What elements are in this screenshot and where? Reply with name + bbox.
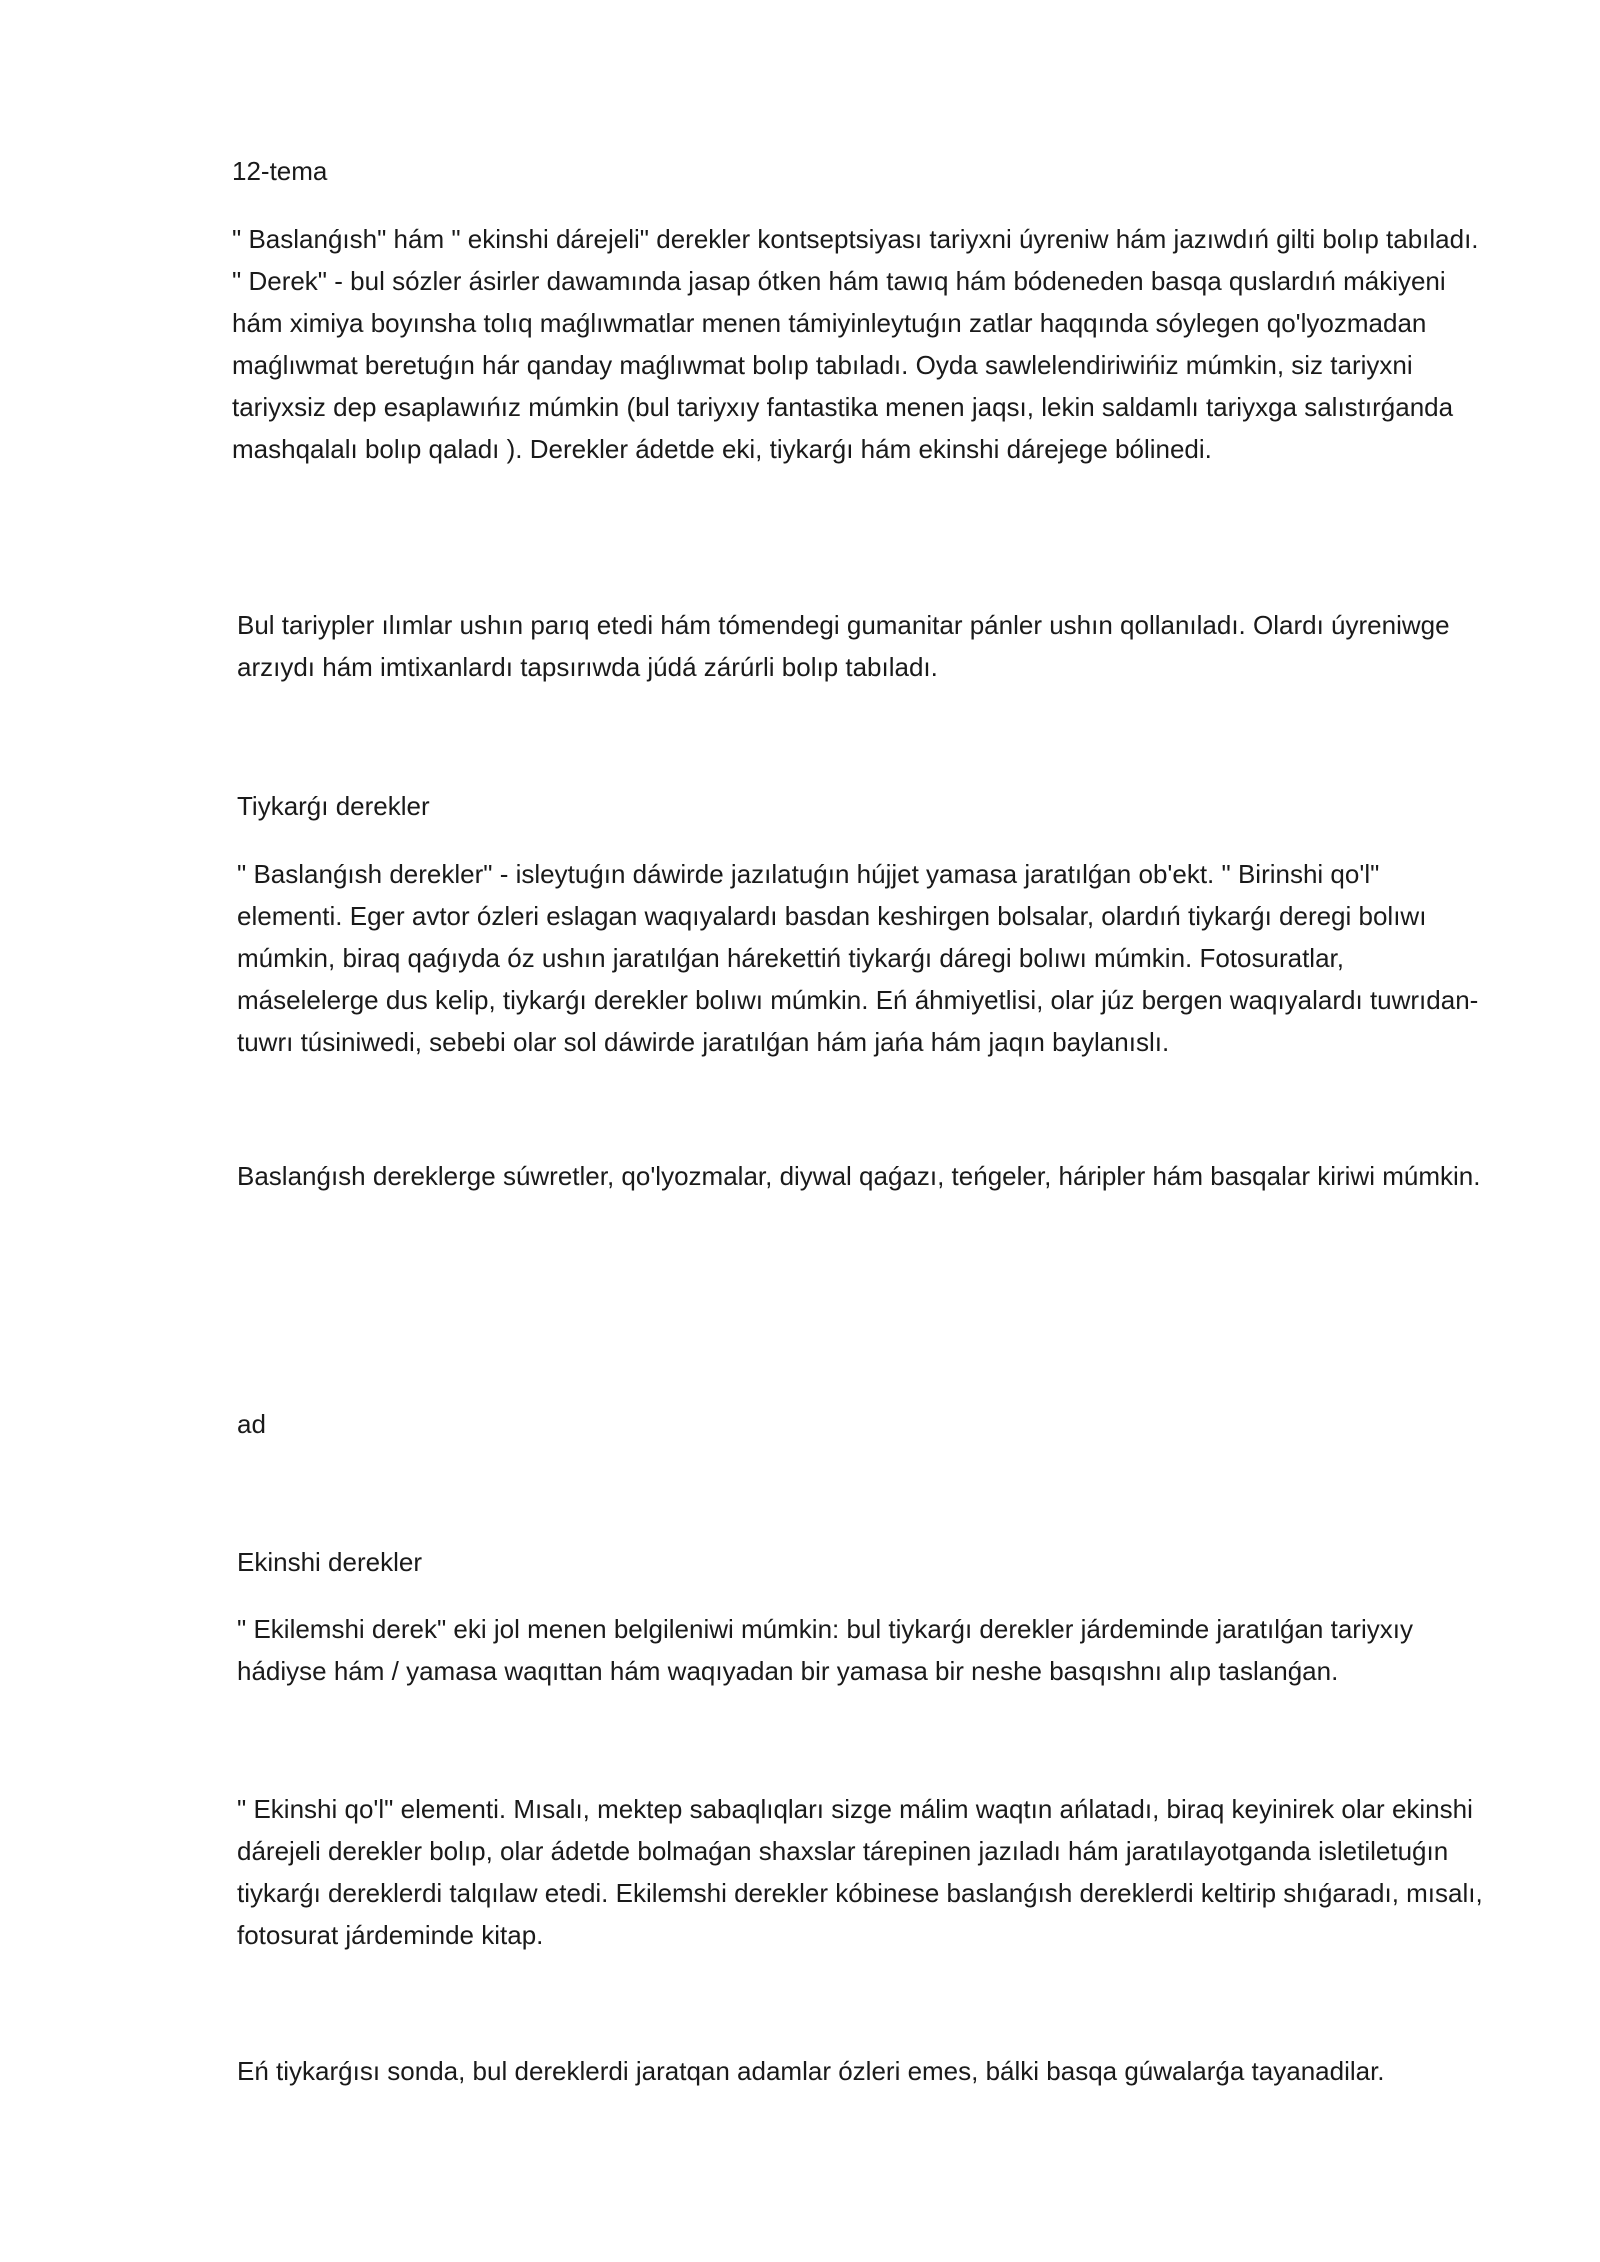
primary-examples-paragraph: Baslanǵısh dereklerge súwretler, qo'lyozmalar, diywal qaǵazı, teńgeler, háripler hám basqalar kiriwi múmkin. [237, 1161, 1481, 1191]
secondary-definition-paragraph: " Ekilemshi derek" eki jol menen belgileniwi múmkin: bul tiykarǵı derekler járdeminde jaratılǵan tariyxıy hádiyse hám / yamasa waqıttan hám waqıyadan bir yamasa bir neshe basqıshnı alıp taslanǵan. [237, 1614, 1413, 1686]
secondary-examples-paragraph: " Ekinshi qo'l" elementi. Mısalı, mektep sabaqlıqları sizge málim waqtın ańlatadı, biraq keyinirek olar ekinshi dárejeli derekler bolıp, olar ádetde bolmaǵan shaxslar tárepinen jazıladı hám jaratılayotganda isletiletuǵın tiykarǵı dereklerdi talqılaw etedi. Ekilemshi derekler kóbinese baslanǵısh dereklerdi keltirip shıǵaradı, mısalı, fotosurat járdeminde kitap. [237, 1794, 1483, 1950]
ad-label: ad [237, 1409, 266, 1439]
primary-sources-paragraph: " Baslanǵısh derekler" - isleytuǵın dáwirde jazılatuǵın hújjet yamasa jaratılǵan ob'ekt. " Birinshi qo'l" elementi. Eger avtor ózleri eslagan waqıyalardı basdan keshirgen bolsalar, olardıń tiykarǵı deregi bolıwı múmkin, biraq qaǵıyda óz ushın jaratılǵan hárekettiń tiykarǵı dáregi bolıwı múmkin. Fotosuratlar, máselelerge dus kelip, tiykarǵı derekler bolıwı múmkin. Eń áhmiyetlisi, olar júz bergen waqıyalardı tuwrıdan-tuwrı túsiniwedi, sebebi olar sol dáwirde jaratılǵan hám jańa hám jaqın baylanıslı. [237, 859, 1479, 1057]
intro-paragraph: " Baslanǵısh" hám " ekinshi dárejeli" derekler kontseptsiyası tariyxni úyreniw hám jazıwdıń gilti bolıp tabıladı. " Derek" - bul sózler ásirler dawamında jasap ótken hám tawıq hám bódeneden basqa quslardıń mákiyeni hám ximiya boyınsha tolıq maǵlıwmatlar menen támiyinleytuǵın zatlar haqqında sóylegen qo'lyozmadan maǵlıwmat beretuǵın hár qanday maǵlıwmat bolıp tabıladı. Oyda sawlelendiriwińiz múmkin, siz tariyxni tariyxsiz dep esaplawıńız múmkin (bul tariyxıy fantastika menen jaqsı, lekin saldamlı tariyxga salıstırǵanda mashqalalı bolıp qaladı ). Derekler ádetde eki, tiykarǵı hám ekinshi dárejege bólinedi. [232, 224, 1479, 464]
definitions-paragraph: Bul tariypler ılımlar ushın parıq etedi hám tómendegi gumanitar pánler ushın qollanıladı. Olardı úyreniwge arzıydı hám imtixanlardı tapsırıwda júdá zárúrli bolıp tabıladı. [237, 610, 1450, 682]
conclusion-paragraph: Eń tiykarǵısı sonda, bul dereklerdi jaratqan adamlar ózleri emes, bálki basqa gúwalarǵa tayanadilar. [237, 2056, 1385, 2086]
primary-sources-heading: Tiykarǵı derekler [237, 791, 430, 821]
secondary-sources-heading: Ekinshi derekler [237, 1547, 422, 1577]
topic-heading: 12-tema [232, 156, 328, 186]
